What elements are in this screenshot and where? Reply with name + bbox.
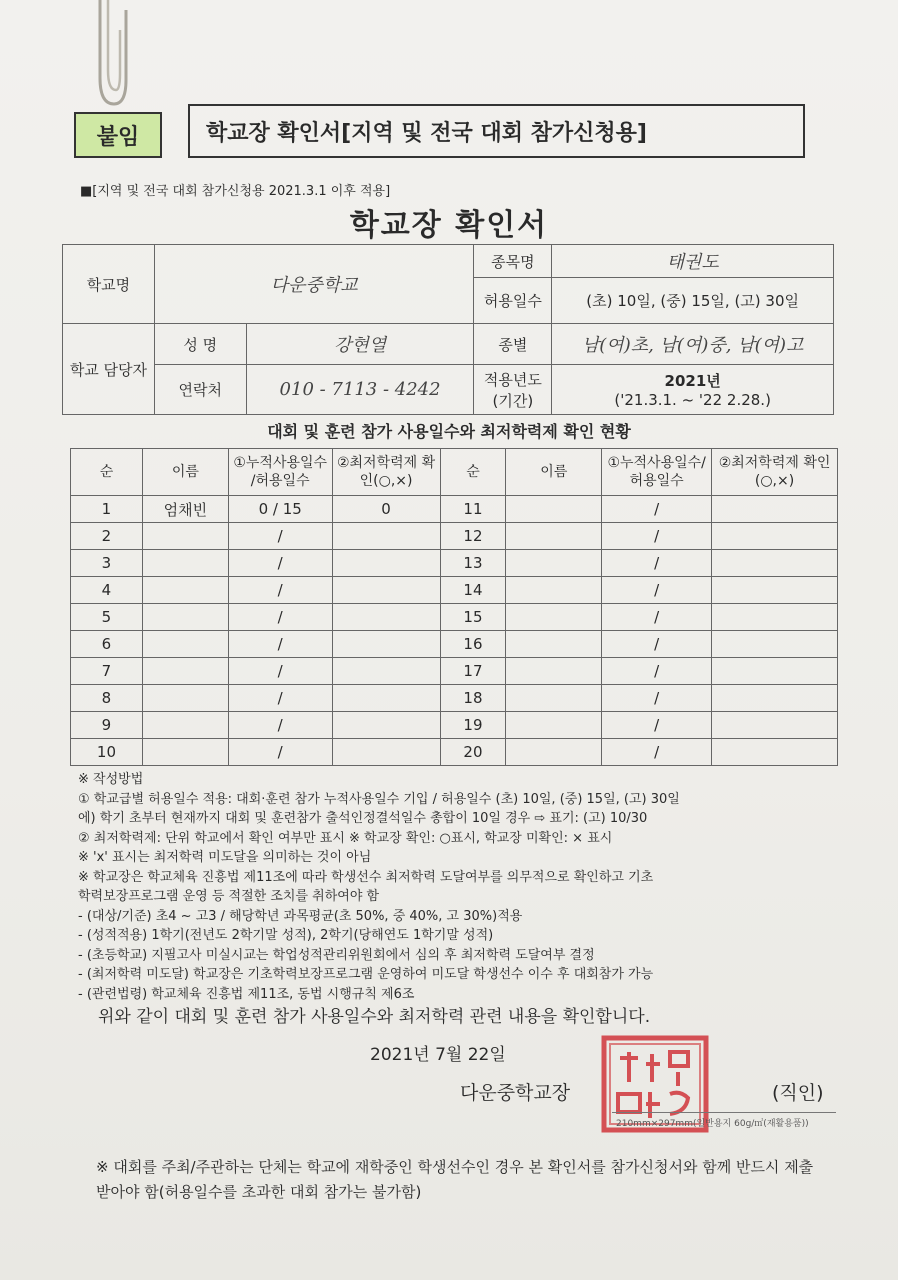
table-cell-no2: 17: [440, 658, 506, 685]
table-cell-days2: /: [602, 604, 712, 631]
signature-rule: [612, 1112, 836, 1113]
table-cell-name2: [506, 685, 602, 712]
contact-label: 연락처: [154, 365, 246, 415]
instruction-line: ※ 작성방법: [78, 772, 144, 787]
table-cell-min: [332, 631, 440, 658]
table-cell-no2: 12: [440, 523, 506, 550]
table-cell-days2: /: [602, 685, 712, 712]
applicability-note: ■[지역 및 전국 대회 참가신청용 2021.3.1 이후 적용]: [80, 184, 391, 199]
year-value: 2021년: [664, 372, 721, 390]
table-cell-days2: /: [602, 658, 712, 685]
table-cell-name: [142, 523, 228, 550]
table-row: [71, 685, 838, 712]
table-cell-no: 5: [71, 604, 143, 631]
table-row: [71, 631, 838, 658]
table-cell-days: /: [228, 658, 332, 685]
table-cell-name2: [506, 496, 602, 523]
table-cell-name: [142, 685, 228, 712]
table-cell-days: /: [228, 685, 332, 712]
instruction-line: ① 학교급별 허용일수 적용: 대회·훈련 참가 누적사용일수 기입 / 허용일수 (초) 10일, (중) 15일, (고) 30일: [78, 791, 680, 807]
attachment-tag: 붙임: [74, 112, 162, 158]
table-cell-name: [142, 658, 228, 685]
usage-table-header: [71, 449, 838, 496]
table-cell-min2: [712, 550, 838, 577]
instruction-line: - (성적적용) 1학기(전년도 2학기말 성적), 2학기(당해연도 1학기말 성적): [78, 928, 494, 943]
footer-notice: ※ 대회를 주최/주관하는 단체는 학교에 재학중인 학생선수인 경우 본 확인서를 참가신청서와 함께 반드시 제출받아야 함(허용일수를 초과한 대회 참가는 불가함): [96, 1158, 814, 1201]
table-cell-min: [332, 577, 440, 604]
confirmation-statement: 위와 같이 대회 및 훈련 참가 사용일수와 최저학력 관련 내용을 확인합니다.: [98, 1007, 651, 1027]
table-cell-name: [142, 604, 228, 631]
instruction-line: 에) 학기 초부터 현재까지 대회 및 훈련참가 출석인정결석일수 총합이 10일 경우 ⇨ 표기: (고) 10/30: [78, 811, 648, 826]
instruction-line: ② 최저학력제: 단위 학교에서 확인 여부만 표시 ※ 학교장 확인: ○표시, 학교장 미확인: × 표시: [78, 830, 613, 846]
paper-spec: 210mm×297mm(일반용지 60g/㎡(재활용품)): [616, 1119, 809, 1129]
contact-value: 010 - 7113 - 4242: [246, 365, 474, 415]
table-cell-no2: 15: [440, 604, 506, 631]
allowed-days-value: (초) 10일, (중) 15일, (고) 30일: [552, 278, 834, 324]
table-cell-name2: [506, 631, 602, 658]
table-row: [71, 523, 838, 550]
table-cell-name: [142, 712, 228, 739]
table-cell-name: [142, 739, 228, 766]
table-cell-name: 엄채빈: [142, 496, 228, 523]
table-cell-name2: [506, 658, 602, 685]
table-cell-name2: [506, 523, 602, 550]
table-cell-min: [332, 712, 440, 739]
header-cell: ②최저학력제 확인(○,×): [332, 449, 440, 496]
instruction-line: - (관련법령) 학교체육 진흥법 제11조, 동법 시행규칙 제6조: [78, 986, 415, 1002]
table-cell-days: /: [228, 631, 332, 658]
table-cell-min2: [712, 739, 838, 766]
table-row: [71, 604, 838, 631]
table-cell-days2: /: [602, 496, 712, 523]
school-info-table: [62, 244, 834, 415]
instruction-line: 학력보장프로그램 운영 등 적절한 조치를 취하여야 함: [78, 889, 380, 904]
school-value: 다운중학교: [154, 245, 474, 324]
table-cell-min2: [712, 523, 838, 550]
table-cell-min2: [712, 712, 838, 739]
sport-value: 태권도: [552, 245, 834, 278]
table-cell-days: /: [228, 550, 332, 577]
school-label: 학교명: [63, 245, 155, 324]
table-cell-no2: 16: [440, 631, 506, 658]
instruction-line: - (초등학교) 지필고사 미실시교는 학업성적관리위원회에서 심의 후 최저학력 도달여부 결정: [78, 947, 595, 963]
gender-label: 종별: [474, 324, 552, 365]
table-cell-name2: [506, 550, 602, 577]
table-cell-no2: 11: [440, 496, 506, 523]
table-cell-days2: /: [602, 550, 712, 577]
table-row: [71, 577, 838, 604]
header-cell: ①누적사용일수/ 허용일수: [602, 449, 712, 496]
paperclip-icon: [86, 0, 130, 112]
table-cell-min: [332, 658, 440, 685]
year-label: 적용년도 (기간): [474, 365, 552, 415]
usage-table: [70, 448, 838, 766]
table-cell-name2: [506, 739, 602, 766]
table-cell-days2: /: [602, 631, 712, 658]
name-label: 성 명: [154, 324, 246, 365]
usage-table-title: 대회 및 훈련 참가 사용일수와 최저학력제 확인 현황: [267, 422, 631, 441]
table-cell-days: /: [228, 577, 332, 604]
instructions-block: [78, 770, 858, 1004]
table-cell-no2: 18: [440, 685, 506, 712]
table-cell-no: 1: [71, 496, 143, 523]
table-cell-no: 7: [71, 658, 143, 685]
table-cell-no2: 19: [440, 712, 506, 739]
seal-label: (직인): [772, 1082, 824, 1104]
table-cell-min: 0: [332, 496, 440, 523]
table-cell-min: [332, 685, 440, 712]
table-cell-min: [332, 523, 440, 550]
allowed-days-label: 허용일수: [474, 278, 552, 324]
table-cell-no: 9: [71, 712, 143, 739]
document-header-title: 학교장 확인서[지역 및 전국 대회 참가신청용]: [188, 104, 805, 158]
gender-value: 남(여)초, 남(여)중, 남(여)고: [552, 324, 834, 365]
table-cell-no2: 14: [440, 577, 506, 604]
table-cell-no: 6: [71, 631, 143, 658]
table-row: [71, 658, 838, 685]
header-cell: ②최저학력제 확인(○,×): [712, 449, 838, 496]
table-cell-days: /: [228, 739, 332, 766]
table-cell-no: 4: [71, 577, 143, 604]
table-cell-no2: 20: [440, 739, 506, 766]
table-cell-min2: [712, 496, 838, 523]
table-row: [71, 496, 838, 523]
table-cell-min: [332, 739, 440, 766]
table-row: [71, 550, 838, 577]
table-cell-name2: [506, 604, 602, 631]
table-cell-min2: [712, 577, 838, 604]
staff-label: 학교 담당자: [63, 324, 155, 415]
principal-name: 다운중학교장: [460, 1082, 571, 1104]
instruction-line: ※ 학교장은 학교체육 진흥법 제11조에 따라 학생선수 최저학력 도달여부를 의무적으로 확인하고 기초: [78, 869, 654, 885]
table-row: [71, 739, 838, 766]
table-cell-days: 0 / 15: [228, 496, 332, 523]
table-cell-min2: [712, 658, 838, 685]
page-title: 학교장 확인서: [349, 208, 549, 243]
table-cell-min2: [712, 685, 838, 712]
table-cell-days: /: [228, 604, 332, 631]
instruction-line: ※ 'x' 표시는 최저학력 미도달을 의미하는 것이 아님: [78, 850, 372, 865]
table-cell-days2: /: [602, 577, 712, 604]
table-cell-no2: 13: [440, 550, 506, 577]
table-cell-min: [332, 550, 440, 577]
header-cell: 이름: [142, 449, 228, 496]
instruction-line: - (최저학력 미도달) 학교장은 기초학력보장프로그램 운영하여 미도달 학생선수 이수 후 대회참가 가능: [78, 967, 654, 982]
table-cell-days2: /: [602, 739, 712, 766]
table-cell-name2: [506, 577, 602, 604]
table-cell-days: /: [228, 712, 332, 739]
table-cell-name: [142, 577, 228, 604]
table-cell-no: 8: [71, 685, 143, 712]
table-cell-min: [332, 604, 440, 631]
table-cell-name2: [506, 712, 602, 739]
period-value: ('21.3.1. ~ '22 2.28.): [614, 391, 771, 409]
table-cell-min2: [712, 631, 838, 658]
instruction-line: - (대상/기준) 초4 ~ 고3 / 해당학년 과목평균(초 50%, 중 40%, 고 30%)적용: [78, 908, 523, 924]
issue-date: 2021년 7월 22일: [370, 1045, 506, 1065]
header-cell: ①누적사용일수 /허용일수: [228, 449, 332, 496]
header-cell: 순: [71, 449, 143, 496]
header-cell: 이름: [506, 449, 602, 496]
table-cell-days2: /: [602, 523, 712, 550]
table-cell-min2: [712, 604, 838, 631]
year-cell: [552, 365, 834, 415]
table-row: [71, 712, 838, 739]
name-value: 강현열: [246, 324, 474, 365]
table-cell-name: [142, 631, 228, 658]
table-cell-days2: /: [602, 712, 712, 739]
table-cell-no: 10: [71, 739, 143, 766]
sport-label: 종목명: [474, 245, 552, 278]
header-cell: 순: [440, 449, 506, 496]
table-cell-days: /: [228, 523, 332, 550]
table-cell-no: 3: [71, 550, 143, 577]
table-cell-name: [142, 550, 228, 577]
table-cell-no: 2: [71, 523, 143, 550]
